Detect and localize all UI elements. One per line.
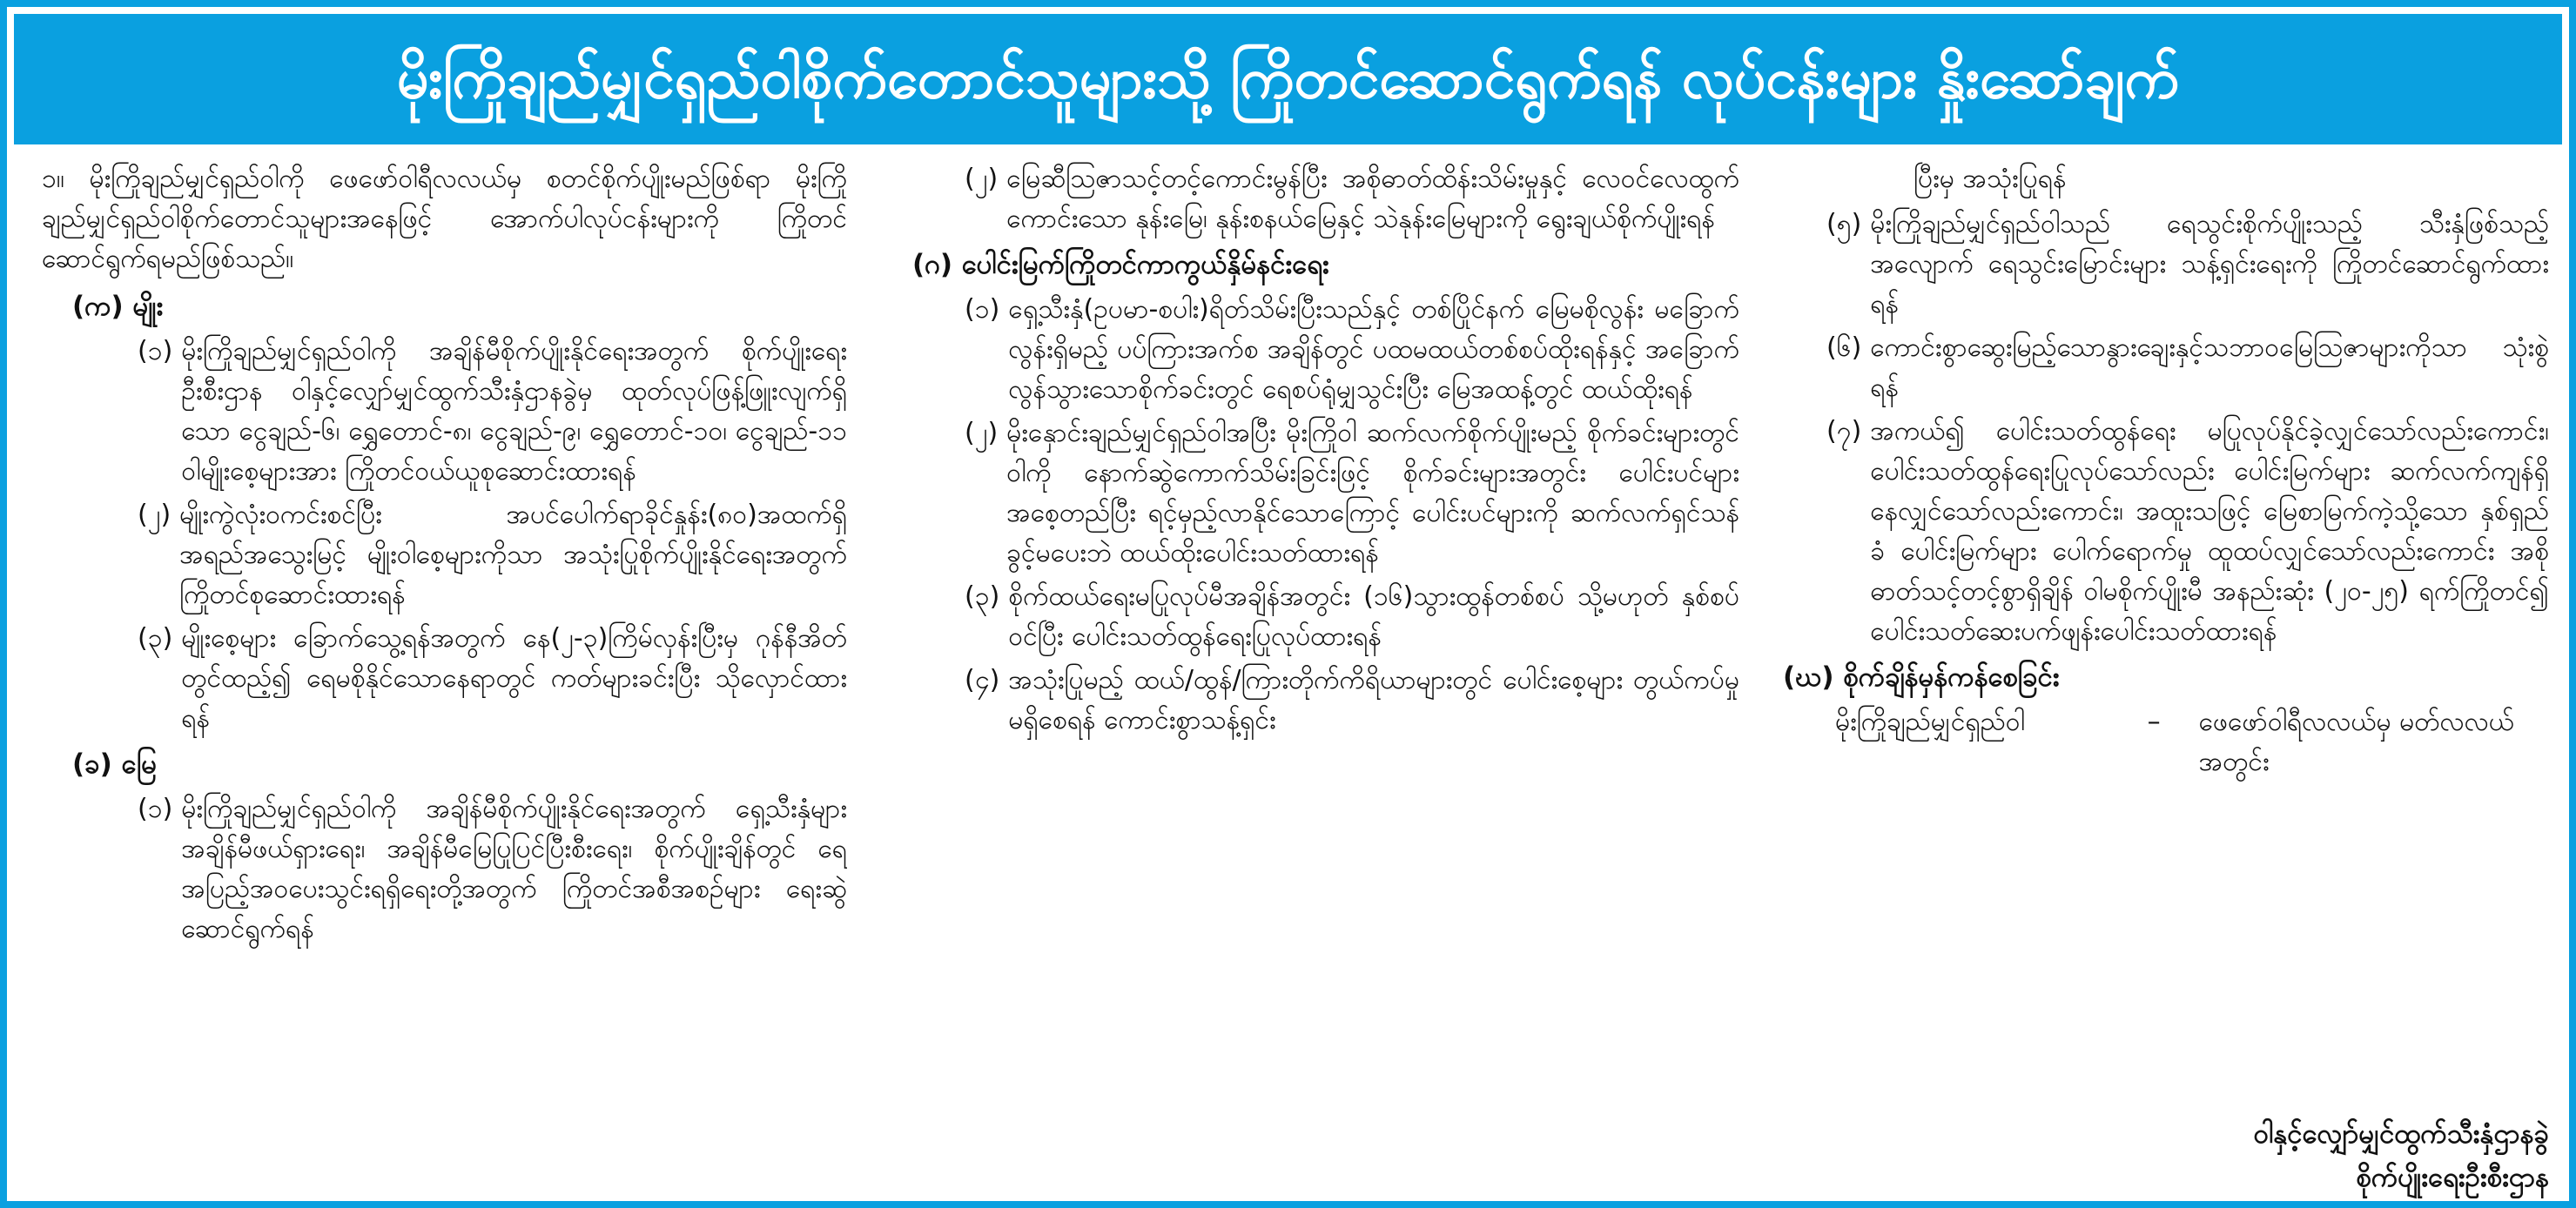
issuer-department: စိုက်ပျိုးရေးဦးစီးဌာန — [2356, 1162, 2549, 1193]
item-number: (၇) — [1826, 416, 1862, 446]
issuer-signature — [2254, 1112, 2549, 1199]
page-title: မိုးကြိုချည်မျှင်ရှည်ဝါစိုက်တောင်သူများသို့ ကြိုတင်ဆောင်ရွက်ရန် လုပ်ငန်းများ နှိုးဆော်ချက် — [396, 46, 2180, 111]
item-number: (၂) — [965, 164, 999, 194]
section-heading-timing: (ဃ) စိုက်ချိန်မှန်ကန်စေခြင်း — [1783, 661, 2060, 693]
list-item — [965, 290, 1739, 410]
list-item — [965, 661, 1739, 741]
item-number: (၁) — [138, 794, 173, 824]
list-item — [1826, 412, 2549, 652]
item-number: (၂) — [965, 418, 999, 448]
content-columns — [42, 159, 2549, 1199]
intro-paragraph: ၁။ မိုးကြိုချည်မျှင်ရှည်ဝါကို ဖေဖော်ဝါရီလလယ်မှ စတင်စိုက်ပျိုးမည်ဖြစ်ရာ မိုးကြိုချည်မျှင်ရှည်ဝါစိုက်တောင်သူများအနေဖြင့် အောက်ပါလုပ်ငန်းများကို ကြိုတင်ဆောင်ရွက်ရမည်ဖြစ်သည်။ — [42, 164, 847, 274]
section-heading-seed: (က) မျိုး — [72, 291, 164, 322]
item-number: (၂) — [138, 500, 172, 530]
list-item — [138, 789, 847, 950]
list-item — [1826, 205, 2549, 325]
list-item — [138, 619, 847, 739]
item-text: မိုးကြိုချည်မျှင်ရှည်ဝါကို အချိန်မီစိုက်ပျိုးနိုင်ရေးအတွက် ရှေ့သီးနှံများ အချိန်မီဖယ်ရှားရေး၊ အချိန်မီမြေပြုပြင်ပြီးစီးရေး၊ စိုက်ပျိုးချိန်တွင် ရေအပြည့်အဝပေးသွင်းရရှိရေးတို့အတွက် ကြိုတင်အစီအစဉ်များ ရေးဆွဲဆောင်ရွက်ရန် — [181, 794, 847, 944]
item-text: စိုက်ထယ်ရေးမပြုလုပ်မီအချိန်အတွင်း (၁၆)သွားထွန်တစ်စပ် သို့မဟုတ် နှစ်စပ်ဝင်ပြီး ပေါင်းသတ်ထွန်ရေးပြုလုပ်ထားရန် — [1008, 581, 1739, 652]
list-item — [138, 495, 847, 615]
title-banner — [14, 14, 2562, 144]
planting-time-row — [1835, 702, 2549, 782]
item-continuation: ပြီးမှ အသုံးပြုရန် — [1914, 164, 2067, 194]
item-text: မြေဆီဩဇာသင့်တင့်ကောင်းမွန်ပြီး အစိုဓာတ်ထိန်းသိမ်းမှုနှင့် လေဝင်လေထွက်ကောင်းသော နုန်းမြေ၊ နုန်းစနယ်မြေနှင့် သဲနုန်းမြေများကို ရွေးချယ်စိုက်ပျိုးရန် — [1006, 164, 1739, 234]
planting-window: ဖေဖော်ဝါရီလလယ်မှ မတ်လလယ်အတွင်း — [2198, 707, 2514, 777]
item-number: (၃) — [965, 581, 1000, 612]
list-item — [1826, 328, 2549, 408]
item-text: အသုံးပြုမည့် ထယ်/ထွန်/ကြားတိုက်ကိရိယာများတွင် ပေါင်းစေ့များ တွယ်ကပ်မှုမရှိစေရန် ကောင်းစွာသန့်ရှင်း — [1008, 665, 1739, 735]
item-number: (၆) — [1826, 332, 1862, 363]
item-text: မျိုးကွဲလုံးဝကင်းစင်ပြီး အပင်ပေါက်ရာခိုင်နှုန်း(၈၀)အထက်ရှိ အရည်အသွေးမြင့် မျိုးဝါစေ့များကိုသာ အသုံးပြုစိုက်ပျိုးနိုင်ရေးအတွက် ကြိုတင်စုဆောင်းထားရန် — [179, 500, 847, 610]
crop-label: မိုးကြိုချည်မျှင်ရှည်ဝါ — [1835, 707, 2025, 737]
section-heading-weed: (ဂ) ပေါင်းမြက်ကြိုတင်ကာကွယ်နှိမ်နင်းရေး — [912, 249, 1329, 280]
item-text: ကောင်းစွာဆွေးမြည့်သောနွားချေးနှင့်သဘာဝမြေဩဇာများကိုသာ သုံးစွဲရန် — [1870, 332, 2549, 403]
column-2 — [912, 159, 1739, 1199]
item-number: (၅) — [1826, 209, 1862, 239]
item-number: (၁) — [138, 336, 173, 366]
list-item — [965, 577, 1739, 657]
item-text: မိုးကြိုချည်မျှင်ရှည်ဝါကို အချိန်မီစိုက်ပျိုးနိုင်ရေးအတွက် စိုက်ပျိုးရေးဦးစီးဌာန ဝါနှင့်လျှော်မျှင်ထွက်သီးနှံဌာနခွဲမှ ထုတ်လုပ်ဖြန့်ဖြူးလျက်ရှိသော ငွေချည်-၆၊ ရွှေတောင်-၈၊ ငွေချည်-၉၊ ရွှေတောင်-၁၀၊ ငွေချည်-၁၁ ဝါမျိုးစေ့များအား ကြိုတင်ဝယ်ယူစုဆောင်းထားရန် — [181, 336, 847, 487]
item-number: (၄) — [965, 665, 1000, 695]
item-text: မိုးကြိုချည်မျှင်ရှည်ဝါသည် ရေသွင်းစိုက်ပျိုးသည့် သီးနှံဖြစ်သည့်အလျောက် ရေသွင်းမြောင်းများ သန့်ရှင်းရေးကို ကြိုတင်ဆောင်ရွက်ထားရန် — [1870, 209, 2549, 319]
item-text: မိုးနှောင်းချည်မျှင်ရှည်ဝါအပြီး မိုးကြိုဝါ ဆက်လက်စိုက်ပျိုးမည့် စိုက်ခင်းများတွင် ဝါကို နောက်ဆွဲကောက်သိမ်းခြင်းဖြင့် စိုက်ခင်းများအတွင်း ပေါင်းပင်များ အစေ့တည်ပြီး ရင့်မှည့်လာနိုင်သောကြောင့် ပေါင်းပင်များကို ဆက်လက်ရှင်သန်ခွင့်မပေးဘဲ ထယ်ထိုးပေါင်းသတ်ထားရန် — [1006, 418, 1739, 568]
item-text: အကယ်၍ ပေါင်းသတ်ထွန်ရေး မပြုလုပ်နိုင်ခဲ့လျှင်သော်လည်းကောင်း၊ ပေါင်းသတ်ထွန်ရေးပြုလုပ်သော်လည်း ပေါင်းမြက်များ ဆက်လက်ကျန်ရှိနေလျှင်သော်လည်းကောင်း၊ အထူးသဖြင့် မြေစာမြက်ကဲ့သို့သော နှစ်ရှည်ခံ ပေါင်းမြက်များ ပေါက်ရောက်မှု ထူထပ်လျှင်သော်လည်းကောင်း အစိုဓာတ်သင့်တင့်စွာရှိချိန် ဝါမစိုက်ပျိုးမီ အနည်းဆုံး (၂၀-၂၅) ရက်ကြိုတင်၍ ပေါင်းသတ်ဆေးပက်ဖျန်းပေါင်းသတ်ထားရန် — [1870, 416, 2549, 647]
list-item — [138, 332, 847, 492]
list-item — [965, 159, 1739, 239]
item-text: ရှေ့သီးနှံ(ဥပမာ-စပါး)ရိတ်သိမ်းပြီးသည်နှင့် တစ်ပြိုင်နက် မြေမစိုလွန်း မခြောက်လွန်းရှိမည့် ပပ်ကြားအက်စ အချိန်တွင် ပထမထယ်တစ်စပ်ထိုးရန်နှင့် အခြောက်လွန်သွားသောစိုက်ခင်းတွင် ရေစပ်ရုံမျှသွင်းပြီး မြေအထန့်တွင် ထယ်ထိုးရန် — [1008, 294, 1739, 405]
list-item — [965, 413, 1739, 574]
item-number: (၃) — [138, 623, 173, 654]
column-1 — [42, 159, 847, 1199]
dash-separator: – — [2147, 707, 2161, 737]
column-3 — [1783, 159, 2549, 1199]
item-number: (၁) — [965, 294, 1000, 325]
section-heading-soil: (ခ) မြေ — [72, 748, 157, 780]
item-text: မျိုးစေ့များ ခြောက်သွေ့ရန်အတွက် နေ(၂-၃)ကြိမ်လှန်းပြီးမှ ဂုန်နီအိတ်တွင်ထည့်၍ ရေမစိုနိုင်သောနေရာတွင် ကတ်များခင်းပြီး သိုလှောင်ထားရန် — [181, 623, 847, 734]
issuer-division: ဝါနှင့်လျှော်မျှင်ထွက်သီးနှံဌာနခွဲ — [2253, 1118, 2549, 1150]
